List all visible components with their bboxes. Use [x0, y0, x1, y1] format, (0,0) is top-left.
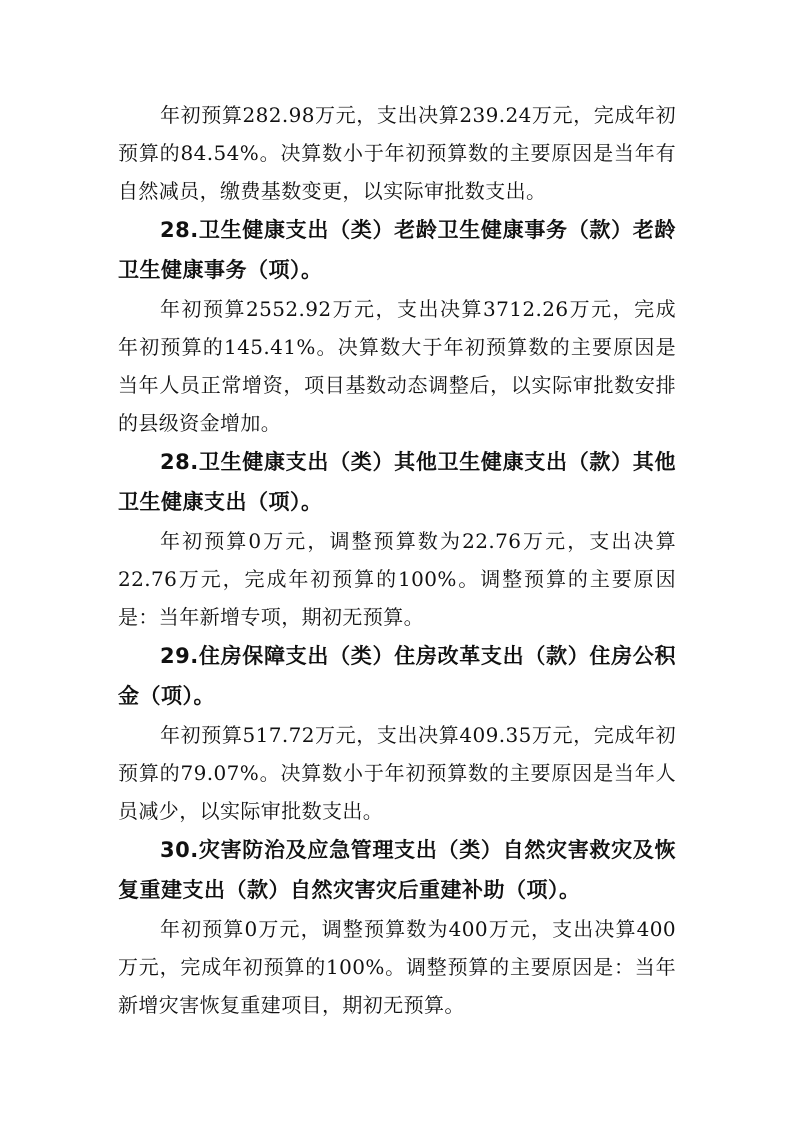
paragraph-housing-fund-budget: 年初预算517.72万元，支出决算409.35万元，完成年初预算的79.07%。决算数小于年初预算数的主要原因是当年人员减少，以实际审批数支出。: [118, 723, 676, 823]
paragraph-elderly-health-budget: 年初预算2552.92万元，支出决算3712.26万元，完成年初预算的145.41%。决算数大于年初预算数的主要原因是当年人员正常增资，项目基数动态调整后，以实际审批数安排的县级资金增加。: [118, 297, 676, 435]
paragraph-pension-budget: 年初预算282.98万元，支出决算239.24万元，完成年初预算的84.54%。决算数小于年初预算数的主要原因是当年有自然减员，缴费基数变更，以实际审批数支出。: [118, 103, 676, 203]
document-page: [118, 96, 676, 1024]
heading-disaster-reconstruction: 30.灾害防治及应急管理支出（类）自然灾害救灾及恢复重建支出（款）自然灾害灾后重建补助（项）。: [118, 838, 676, 902]
heading-housing-provident-fund: 29.住房保障支出（类）住房改革支出（款）住房公积金（项）。: [118, 644, 676, 708]
paragraph-other-health-budget: 年初预算0万元，调整预算数为22.76万元，支出决算22.76万元，完成年初预算的100%。调整预算的主要原因是：当年新增专项，期初无预算。: [118, 529, 676, 629]
heading-elderly-health-affairs: 28.卫生健康支出（类）老龄卫生健康事务（款）老龄卫生健康事务（项）。: [118, 218, 676, 282]
heading-other-health-expenditure: 28.卫生健康支出（类）其他卫生健康支出（款）其他卫生健康支出（项）。: [118, 450, 676, 514]
paragraph-disaster-budget: 年初预算0万元，调整预算数为400万元，支出决算400万元，完成年初预算的100%。调整预算的主要原因是：当年新增灾害恢复重建项目，期初无预算。: [118, 917, 676, 1017]
